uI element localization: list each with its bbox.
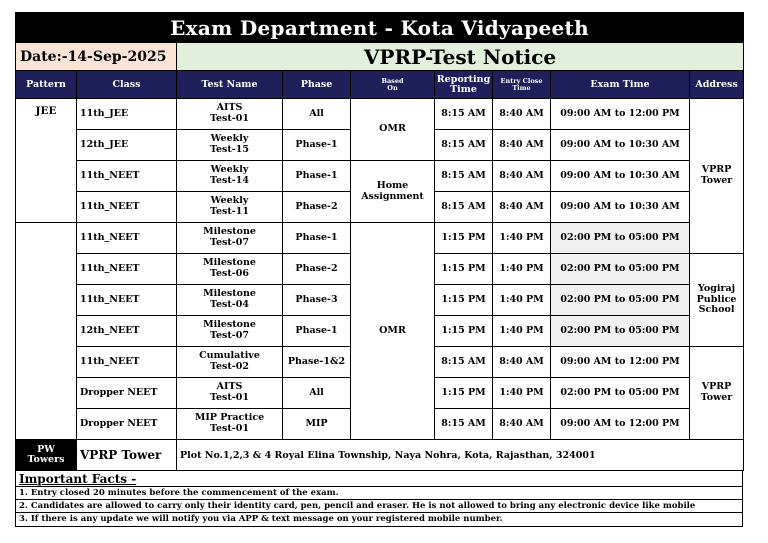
phase-cell: Phase-3 <box>283 285 351 316</box>
schedule-table <box>15 12 744 471</box>
pattern-cell: JEE <box>16 99 77 223</box>
fact-item: 2. Candidates are allowed to carry only their identity card, pen, pencil and eraser. He is not allowed to bring any electronic device like mobile <box>16 500 742 513</box>
phase-cell: Phase-2 <box>283 254 351 285</box>
phase-cell: All <box>283 378 351 409</box>
address-cell: Yogiraj Publice School <box>690 254 744 347</box>
address-cell: VPRP Tower <box>690 99 744 254</box>
header-reporting-time: Reporting Time <box>435 71 493 99</box>
test-name-cell: Milestone Test-04 <box>177 285 283 316</box>
entry-cell: 1:40 PM <box>493 223 551 254</box>
test-name-cell: AITS Test-01 <box>177 378 283 409</box>
reporting-cell: 1:15 PM <box>435 378 493 409</box>
fact-item: 3. If there is any update we will notify you via APP & text message on your registered mobile number. <box>19 514 503 524</box>
based-on-cell: Home Assignment <box>351 161 435 223</box>
reporting-cell: 1:15 PM <box>435 223 493 254</box>
reporting-cell: 8:15 AM <box>435 347 493 378</box>
reporting-cell: 1:15 PM <box>435 316 493 347</box>
table-row <box>16 99 744 130</box>
pw-towers-row <box>16 440 744 471</box>
entry-cell: 8:40 AM <box>493 130 551 161</box>
pw-tower-address: Plot No.1,2,3 & 4 Royal Elina Township, Naya Nohra, Kota, Rajasthan, 324001 <box>177 440 744 471</box>
reporting-cell: 8:15 AM <box>435 130 493 161</box>
entry-cell: 1:40 PM <box>493 254 551 285</box>
phase-cell: Phase-1 <box>283 161 351 192</box>
phase-cell: Phase-1 <box>283 130 351 161</box>
entry-cell: 8:40 AM <box>493 409 551 440</box>
exam-time-cell: 02:00 PM to 05:00 PM <box>551 254 690 285</box>
phase-cell: Phase-1&2 <box>283 347 351 378</box>
exam-time-cell: 02:00 PM to 05:00 PM <box>551 223 690 254</box>
exam-time-cell: 02:00 PM to 05:00 PM <box>551 378 690 409</box>
exam-time-cell: 09:00 AM to 10:30 AM <box>551 130 690 161</box>
exam-time-cell: 09:00 AM to 12:00 PM <box>551 99 690 130</box>
class-cell: 12th_JEE <box>77 130 177 161</box>
phase-cell: MIP <box>283 409 351 440</box>
entry-cell: 8:40 AM <box>493 99 551 130</box>
table-header <box>16 71 744 99</box>
exam-time-cell: 09:00 AM to 10:30 AM <box>551 161 690 192</box>
entry-cell: 1:40 PM <box>493 378 551 409</box>
test-name-cell: Milestone Test-06 <box>177 254 283 285</box>
header-based-on: Based On <box>351 71 435 99</box>
exam-notice-sheet <box>15 12 743 527</box>
header-test-name: Test Name <box>177 71 283 99</box>
exam-time-cell: 09:00 AM to 12:00 PM <box>551 409 690 440</box>
exam-time-cell: 09:00 AM to 10:30 AM <box>551 192 690 223</box>
header-phase: Phase <box>283 71 351 99</box>
reporting-cell: 8:15 AM <box>435 99 493 130</box>
phase-cell: Phase-1 <box>283 223 351 254</box>
header-address: Address <box>690 71 744 99</box>
phase-cell: Phase-2 <box>283 192 351 223</box>
reporting-cell: 1:15 PM <box>435 285 493 316</box>
header-pattern: Pattern <box>16 71 77 99</box>
test-name-cell: MIP Practice Test-01 <box>177 409 283 440</box>
phase-cell: All <box>283 99 351 130</box>
test-name-cell: Milestone Test-07 <box>177 223 283 254</box>
test-name-cell: Milestone Test-07 <box>177 316 283 347</box>
class-cell: 11th_NEET <box>77 347 177 378</box>
reporting-cell: 1:15 PM <box>435 254 493 285</box>
header-exam-time: Exam Time <box>551 71 690 99</box>
pattern-cell-empty <box>16 223 77 440</box>
class-cell: Dropper NEET <box>77 409 177 440</box>
exam-time-cell: 02:00 PM to 05:00 PM <box>551 285 690 316</box>
based-on-cell: OMR <box>351 99 435 161</box>
class-cell: 11th_NEET <box>77 192 177 223</box>
header-class: Class <box>77 71 177 99</box>
class-cell: Dropper NEET <box>77 378 177 409</box>
phase-cell: Phase-1 <box>283 316 351 347</box>
class-cell: 12th_NEET <box>77 316 177 347</box>
class-cell: 11th_NEET <box>77 161 177 192</box>
facts-heading: Important Facts - <box>16 471 742 487</box>
table-row <box>16 223 744 254</box>
reporting-cell: 8:15 AM <box>435 192 493 223</box>
page-title: Exam Department - Kota Vidyapeeth <box>16 13 744 43</box>
entry-cell: 1:40 PM <box>493 285 551 316</box>
test-name-cell: Cumulative Test-02 <box>177 347 283 378</box>
class-cell: 11th_NEET <box>77 285 177 316</box>
test-name-cell: AITS Test-01 <box>177 99 283 130</box>
reporting-cell: 8:15 AM <box>435 161 493 192</box>
test-name-cell: Weekly Test-14 <box>177 161 283 192</box>
exam-time-cell: 09:00 AM to 12:00 PM <box>551 347 690 378</box>
class-cell: 11th_JEE <box>77 99 177 130</box>
test-name-cell: Weekly Test-11 <box>177 192 283 223</box>
pw-tower-name: VPRP Tower <box>77 440 177 471</box>
exam-time-cell: 02:00 PM to 05:00 PM <box>551 316 690 347</box>
entry-cell: 8:40 AM <box>493 192 551 223</box>
entry-cell: 8:40 AM <box>493 161 551 192</box>
class-cell: 11th_NEET <box>77 223 177 254</box>
important-facts <box>15 471 743 527</box>
entry-cell: 1:40 PM <box>493 316 551 347</box>
address-cell: VPRP Tower <box>690 347 744 440</box>
test-name-cell: Weekly Test-15 <box>177 130 283 161</box>
date-label: Date:-14-Sep-2025 <box>16 43 177 71</box>
reporting-cell: 8:15 AM <box>435 409 493 440</box>
notice-title: VPRP-Test Notice <box>177 43 744 71</box>
entry-cell: 8:40 AM <box>493 347 551 378</box>
pw-towers-label: PW Towers <box>16 440 77 471</box>
header-entry-close-time: Entry Close Time <box>493 71 551 99</box>
fact-item: 1. Entry closed 20 minutes before the commencement of the exam. <box>16 487 742 500</box>
class-cell: 11th_NEET <box>77 254 177 285</box>
based-on-cell: OMR <box>351 223 435 440</box>
table-row <box>16 161 744 192</box>
